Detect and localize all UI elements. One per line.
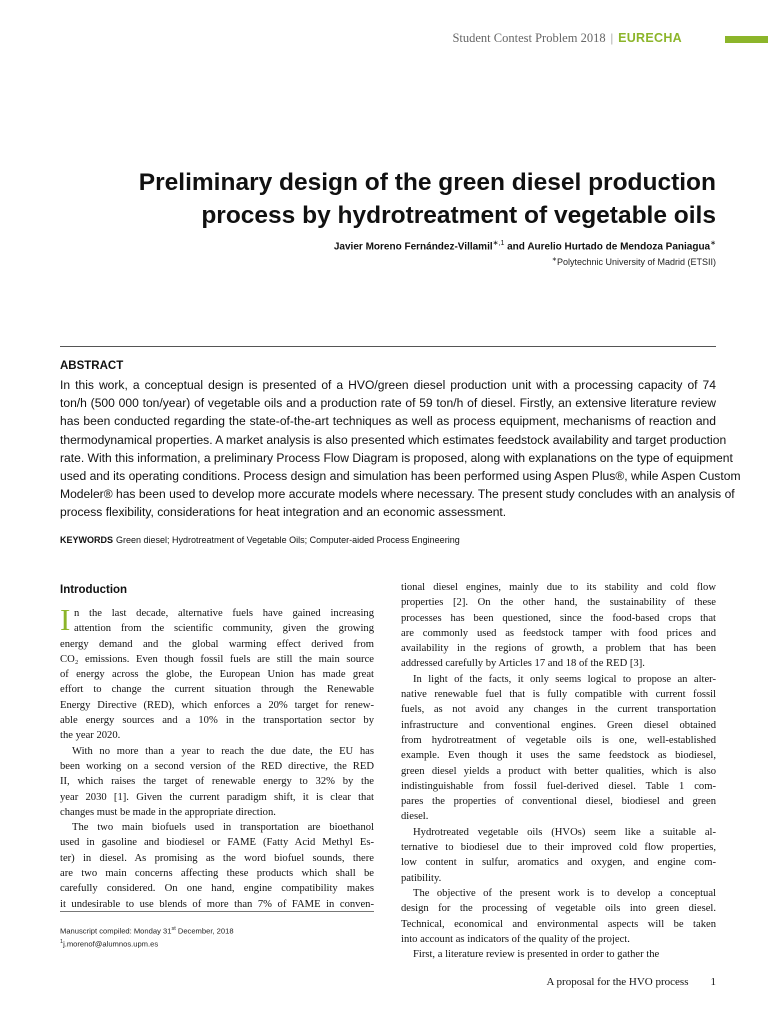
body-line: Hydrotreated vegetable oils (HVOs) seem like a suitable al- [413, 826, 716, 838]
manuscript-compiled-note [60, 926, 234, 936]
body-line: used in gasoline and biodiesel or FAME (Fatty Acid Methyl Es- [60, 837, 374, 849]
body-line: patibility. [401, 872, 442, 884]
body-line: First, a literature review is presented in order to gather the [413, 949, 660, 961]
body-line: are commonly used as feedstock tamper with food prices and [401, 627, 716, 639]
body-line: tional diesel engines, mainly due to its stability and cold flow [401, 582, 716, 593]
header-separator: | [610, 31, 614, 45]
keywords [60, 535, 460, 545]
body-line: ter) in diesel. As promising as the word biofuel sounds, there [60, 852, 374, 864]
body-line: Energy Directive (RED), which enforces a 20% target for renew- [60, 699, 374, 711]
left-column [60, 602, 374, 912]
body-line: effort to change the current situation through the Renewable [60, 684, 374, 696]
body-line: into account as indicators of the quality of the project. [401, 933, 630, 945]
body-line: infrastructure and conventional engines. Green diesel obtained [401, 719, 716, 731]
body-line: it undesirable to use blends of more than 7% of FAME in conven- [60, 898, 374, 910]
abstract-line: process flexibility, considerations for heat integration and an economic assessment. [60, 505, 507, 520]
compiled-ordinal: st [171, 926, 176, 932]
body-line: design for the processing of vegetable oils into green diesel. [401, 903, 716, 915]
body-line: fuels, as not avoid any changes in the current transportation [401, 704, 716, 716]
abstract-line: thermodynamical properties. A market analysis is also presented which estimates feedstock availability and target production [60, 432, 727, 447]
body-line: processes has been questioned, since the food-based crops that [401, 612, 716, 624]
body-line: availability in the regions of growth, a problem that has been [401, 643, 716, 655]
body-line: native renewable fuel that is fully compatible with current fossil [401, 689, 716, 701]
email-footnote [60, 939, 158, 949]
body-line: II, which raises the target of renewable energy to 32% by the [60, 776, 374, 788]
right-column [401, 580, 716, 962]
abstract-line: rate. With this information, a preliminary Process Flow Diagram is proposed, along with explanations on the type of equipment [60, 450, 733, 465]
body-line: example. Even though it uses the same feedstock as biodiesel, [401, 750, 716, 762]
abstract-line: ton/h (500 000 ton/year) of vegetable oils and a production rate of 59 ton/h of diesel. Firstly, an extensive literature review [60, 396, 716, 411]
body-line: low content in sulfur, aromatics and oxygen, and engine com- [401, 857, 716, 869]
body-line: are two main concerns affecting these products which shall be [60, 868, 374, 880]
body-line: indistinguishable from fossil fuel-derived diesel. Table 1 com- [401, 780, 716, 792]
author-conjunction: and [504, 241, 528, 253]
body-line: changes must be made in the appropriate direction. [60, 806, 276, 818]
author-mark: ∗ [710, 240, 716, 247]
footnote-divider [60, 911, 374, 912]
running-title: A proposal for the HVO process [546, 976, 689, 988]
page-number: 1 [710, 976, 716, 988]
body-line: able energy sources and a 10% in the transportation sector by [60, 715, 374, 727]
body-line: from hydrotreatment of vegetable oils is one, well-established [401, 734, 716, 746]
body-line: diesel. [401, 811, 429, 823]
compiled-text: Manuscript compiled: Monday 31 [60, 926, 172, 936]
author-list [334, 239, 716, 252]
body-line: of energy across the globe, the European Union has made great [60, 669, 374, 681]
body-line: In light of the facts, it only seems logical to propose an alter- [413, 673, 716, 685]
title-line: process by hydrotreatment of vegetable oils [201, 202, 716, 229]
compiled-text-end: December, 2018 [175, 926, 234, 936]
body-line: been working on a second version of the RED directive, the RED [60, 760, 374, 772]
title-line: Preliminary design of the green diesel production [138, 169, 716, 196]
paper-title [80, 166, 716, 232]
introduction-heading: Introduction [60, 584, 128, 596]
body-line: With no more than a year to reach the due date, the EU has [72, 745, 374, 757]
body-line: pares the properties of conventional diesel, biodiesel and green [401, 796, 716, 808]
abstract-line: has been conducted regarding the state-of-the-art techniques as well as process equipment, mechanisms of reaction and [60, 414, 716, 429]
body-line: the year 2020. [60, 730, 121, 742]
body-line: n the last decade, alternative fuels have gained increasing [74, 608, 374, 619]
abstract-line: Modeler® has been used to develop more accurate models where necessary. The present study concludes with an analysis of [60, 487, 735, 502]
body-line: Technical, economical and environmental aspects will be taken [401, 918, 716, 930]
body-line: green diesel yields a product with better qualities, which is also [401, 765, 716, 777]
author-email[interactable]: j.morenof@alumnos.upm.es [63, 939, 159, 949]
body-line: energy demand and the global warming effect derived from [60, 638, 374, 650]
affiliation-mark: ∗ [551, 257, 557, 263]
body-line: carefully considered. On one hand, engine compatibility makes [60, 883, 374, 895]
body-line: The objective of the present work is to develop a conceptual [413, 887, 716, 899]
body-line: attention from the scientific community, given the growing [74, 623, 374, 635]
affiliation [552, 256, 716, 267]
journal-header [452, 31, 682, 46]
abstract-heading: ABSTRACT [60, 360, 124, 372]
keywords-label: KEYWORDS [60, 535, 114, 545]
body-line: The two main biofuels used in transportation are bioethanol [72, 822, 374, 834]
page-footer [546, 976, 716, 988]
author-name: Javier Moreno Fernández-Villamil [333, 241, 493, 253]
section-divider [60, 346, 716, 347]
author-mark: ∗,1 [492, 240, 505, 247]
abstract-line: used and its operating conditions. Process design and simulation has been performed using Aspen Plus®, while Aspen Custom [60, 469, 741, 484]
keywords-text: Green diesel; Hydrotreatment of Vegetable Oils; Computer-aided Process Engineering [116, 535, 460, 545]
brand-name: EURECHA [618, 31, 682, 45]
affiliation-text: Polytechnic University of Madrid (ETSII) [556, 257, 716, 267]
body-line: ternative to biodiesel due to their improved cold flow properties, [401, 842, 716, 854]
footnote-mark: 1 [60, 939, 64, 945]
body-line: CO₂ emissions. Even though fossil fuels are still the main source [60, 653, 374, 665]
body-line: year 2030 [1]. Given the current paradigm shift, it is clear that [60, 791, 374, 803]
contest-label: Student Contest Problem 2018 [452, 31, 606, 45]
author-name: Aurelio Hurtado de Mendoza Paniagua [527, 241, 711, 253]
abstract-body [60, 376, 741, 522]
abstract-line: In this work, a conceptual design is presented of a HVO/green diesel production unit with a processing capacity of 74 [60, 378, 716, 392]
body-line: addressed carefully by Articles 17 and 18 of the RED [3]. [401, 658, 645, 670]
header-accent-bar [725, 36, 768, 43]
body-line: properties [2]. On the other hand, the sustainability of these [401, 597, 716, 609]
drop-cap: I [60, 602, 71, 637]
